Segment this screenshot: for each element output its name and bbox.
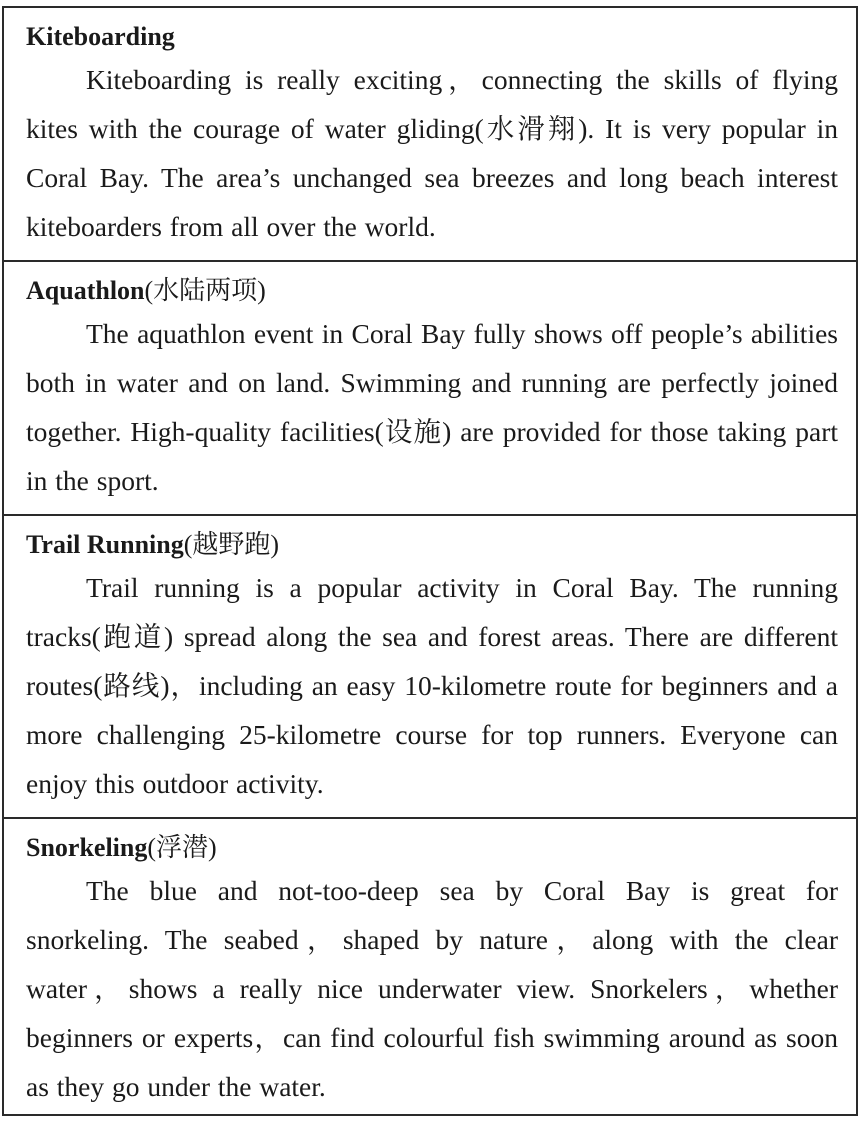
section-heading bbox=[26, 276, 838, 306]
section-body: The blue and not-too-deep sea by Coral Bay is great for snorkeling. The seabed，shaped by nature，along with the clear water，shows a really nice underwater view. Snorkelers，whether beginners or experts，can find colourful fish swimming around as soon as they go under the water. bbox=[26, 875, 838, 1102]
section-heading bbox=[26, 833, 838, 863]
section-heading bbox=[26, 530, 838, 560]
section-aquathlon bbox=[4, 260, 856, 514]
section-heading-en: Snorkeling bbox=[26, 833, 148, 862]
section-heading-zh: (浮潜) bbox=[147, 833, 217, 862]
section-trail-running bbox=[4, 514, 856, 817]
section-heading-en: Trail Running bbox=[26, 530, 184, 559]
section-kiteboarding bbox=[4, 8, 856, 260]
section-snorkeling bbox=[4, 817, 856, 1114]
section-body: Kiteboarding is really exciting，connecting the skills of flying kites with the courage of water gliding(水滑翔). It is very popular in Coral Bay. The area’s unchanged sea breezes and long beach interest kiteboarders from all over the world. bbox=[26, 64, 838, 242]
section-heading-en: Kiteboarding bbox=[26, 22, 175, 51]
section-heading-en: Aquathlon bbox=[26, 276, 145, 305]
activities-table bbox=[2, 6, 858, 1116]
section-heading bbox=[26, 22, 838, 52]
section-body: Trail running is a popular activity in Coral Bay. The running tracks(跑道) spread along the sea and forest areas. There are different routes(路线)，including an easy 10-kilometre route for beginners and a more challenging 25-kilometre course for top runners. Everyone can enjoy this outdoor activity. bbox=[26, 572, 838, 799]
section-heading-zh: (水陆两项) bbox=[144, 276, 266, 305]
section-body: The aquathlon event in Coral Bay fully shows off people’s abilities both in water and on land. Swimming and running are perfectly joined together. High-quality facilities(设施) are provided for those taking part in the sport. bbox=[26, 318, 838, 496]
section-heading-zh: (越野跑) bbox=[183, 530, 280, 559]
